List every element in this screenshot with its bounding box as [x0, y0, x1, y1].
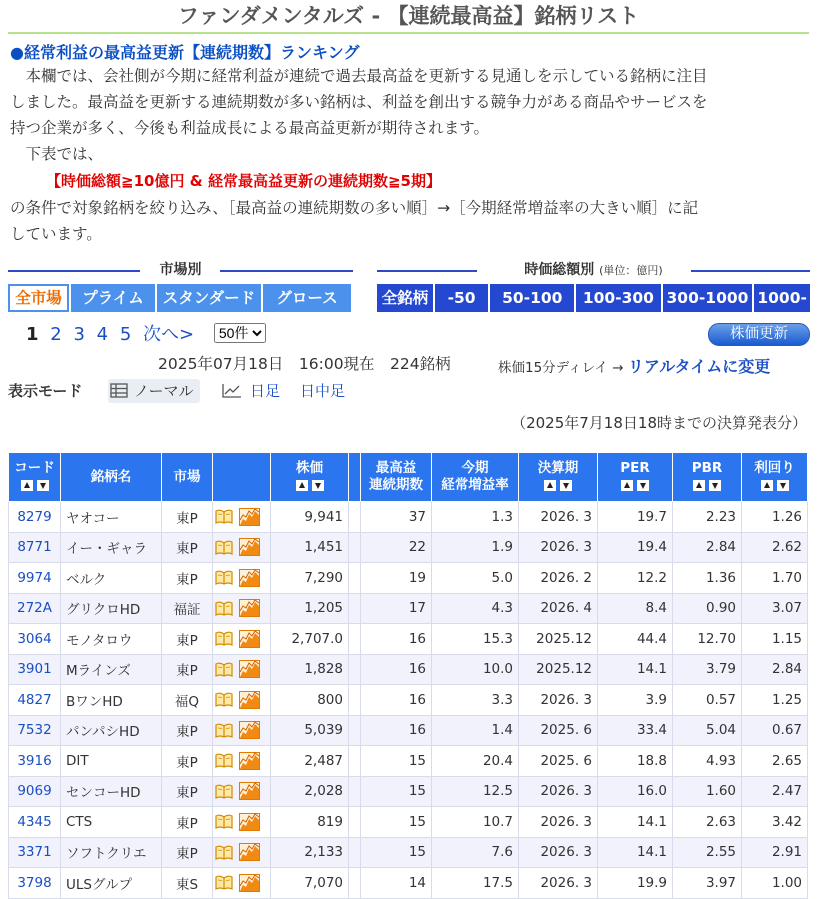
stock-table — [8, 452, 808, 899]
mode-normal-button[interactable] — [108, 379, 200, 403]
description-2 — [10, 195, 817, 247]
stock-code-link[interactable]: 3064 — [9, 624, 61, 655]
table-row — [9, 502, 808, 533]
stock-streak: 22 — [361, 532, 432, 563]
stock-price: 5,039 — [271, 715, 349, 746]
stock-name: モノタロウ — [61, 624, 162, 655]
spacer-cell — [349, 685, 361, 716]
stock-per: 12.2 — [598, 563, 673, 594]
spacer-cell — [349, 563, 361, 594]
book-icon[interactable] — [215, 784, 233, 799]
stock-streak: 37 — [361, 502, 432, 533]
book-icon[interactable] — [215, 570, 233, 585]
stock-code-link[interactable]: 3371 — [9, 837, 61, 868]
stock-code-link[interactable]: 7532 — [9, 715, 61, 746]
stock-pbr: 1.36 — [673, 563, 742, 594]
stock-market: 東P — [162, 807, 213, 838]
stock-market: 東P — [162, 776, 213, 807]
stock-streak: 15 — [361, 776, 432, 807]
stock-code-link[interactable]: 272A — [9, 593, 61, 624]
stock-market: 東P — [162, 654, 213, 685]
chart-icon[interactable] — [239, 843, 260, 861]
stock-market: 東S — [162, 868, 213, 899]
stock-streak: 19 — [361, 563, 432, 594]
col-price[interactable] — [271, 453, 349, 502]
book-icon[interactable] — [215, 509, 233, 524]
stock-market: 東P — [162, 502, 213, 533]
chart-icon[interactable] — [239, 630, 260, 648]
book-icon[interactable] — [215, 814, 233, 829]
stock-streak: 16 — [361, 715, 432, 746]
delay-text: 株価15分ディレイ → — [498, 360, 624, 376]
stock-icons — [213, 807, 271, 838]
stock-icons — [213, 746, 271, 777]
stock-name: パンパシHD — [61, 715, 162, 746]
mode-daily-link[interactable] — [222, 380, 280, 401]
stock-name: BワンHD — [61, 685, 162, 716]
stock-icons — [213, 837, 271, 868]
cap-btn-all[interactable]: 全銘柄 — [377, 284, 433, 312]
stock-name: グリクロHD — [61, 593, 162, 624]
page-current: 1 — [26, 324, 39, 345]
stock-pbr: 0.57 — [673, 685, 742, 716]
market-filter-label: 市場別 — [152, 262, 210, 278]
spacer-cell — [349, 593, 361, 624]
stock-name: センコーHD — [61, 776, 162, 807]
cap-btn-under-50[interactable]: -50 — [435, 284, 489, 312]
stock-price: 1,451 — [271, 532, 349, 563]
display-mode-row — [0, 380, 829, 406]
chart-icon[interactable] — [239, 813, 260, 831]
spacer-cell — [349, 624, 361, 655]
stock-code-link[interactable]: 3916 — [9, 746, 61, 777]
stock-price: 2,487 — [271, 746, 349, 777]
display-mode-label: 表示モード — [8, 382, 83, 400]
stock-price: 7,290 — [271, 563, 349, 594]
book-icon[interactable] — [215, 845, 233, 860]
stock-icons — [213, 685, 271, 716]
arrow-up-icon[interactable] — [296, 480, 308, 491]
pagination — [26, 320, 266, 346]
stock-icons — [213, 593, 271, 624]
stock-pbr: 2.63 — [673, 807, 742, 838]
stock-growth: 20.4 — [432, 746, 519, 777]
cap-btn-50-100[interactable]: 50-100 — [490, 284, 574, 312]
chart-icon[interactable] — [239, 691, 260, 709]
stock-icons — [213, 502, 271, 533]
page-link-2[interactable]: 2 — [50, 324, 62, 345]
book-icon[interactable] — [215, 662, 233, 677]
stock-fiscal: 2026. 3 — [519, 837, 598, 868]
spacer-cell — [349, 532, 361, 563]
book-icon[interactable] — [215, 692, 233, 707]
disclosure-note: （2025年7月18日18時までの決算発表分） — [511, 414, 807, 432]
desc-line: しました。最高益を更新する連続期数が多い銘柄は、利益を創出する競争力がある商品やサービスを — [10, 93, 708, 111]
cap-filter-text: 時価総額別 — [524, 262, 595, 278]
stock-yield: 2.84 — [742, 654, 808, 685]
price-update-button[interactable]: 株価更新 — [708, 323, 810, 346]
stock-price: 800 — [271, 685, 349, 716]
stock-icons — [213, 563, 271, 594]
stock-name: ベルク — [61, 563, 162, 594]
stock-pbr: 5.04 — [673, 715, 742, 746]
chart-icon[interactable] — [239, 874, 260, 892]
line-chart-icon — [222, 383, 242, 398]
stock-streak: 17 — [361, 593, 432, 624]
spacer-cell — [349, 837, 361, 868]
stock-streak: 15 — [361, 837, 432, 868]
col-growth — [432, 453, 519, 502]
description — [10, 63, 817, 167]
col-streak-label-2: 連続期数 — [369, 477, 423, 493]
stock-yield: 2.62 — [742, 532, 808, 563]
cap-filter — [377, 259, 810, 312]
stock-icons — [213, 532, 271, 563]
table-row — [9, 685, 808, 716]
stock-market: 東P — [162, 563, 213, 594]
stock-fiscal: 2026. 2 — [519, 563, 598, 594]
col-growth-label-2: 経常増益率 — [441, 477, 509, 493]
mode-intraday-link[interactable]: 日中足 — [300, 382, 346, 400]
chart-icon[interactable] — [239, 721, 260, 739]
stock-fiscal: 2026. 3 — [519, 685, 598, 716]
stock-growth: 10.0 — [432, 654, 519, 685]
page-title: ファンダメンタルズ - 【連続最高益】銘柄リスト — [8, 0, 809, 34]
book-icon[interactable] — [215, 723, 233, 738]
stock-market: 東P — [162, 532, 213, 563]
chart-icon[interactable] — [239, 569, 260, 587]
stock-name: ULSグルプ — [61, 868, 162, 899]
stock-streak: 16 — [361, 624, 432, 655]
page-link-4[interactable]: 4 — [96, 324, 109, 345]
stock-growth: 15.3 — [432, 624, 519, 655]
col-pbr[interactable] — [673, 453, 742, 502]
stock-per: 14.1 — [598, 654, 673, 685]
table-row — [9, 746, 808, 777]
stock-icons — [213, 654, 271, 685]
book-icon[interactable] — [215, 540, 233, 555]
chart-icon[interactable] — [239, 660, 260, 678]
chart-icon[interactable] — [239, 782, 260, 800]
table-row — [9, 593, 808, 624]
stock-growth: 10.7 — [432, 807, 519, 838]
stock-market: 東P — [162, 715, 213, 746]
stock-per: 44.4 — [598, 624, 673, 655]
section-heading: ●経常利益の最高益更新【連続期数】ランキング — [10, 43, 360, 62]
stock-name: DIT — [61, 746, 162, 777]
stock-per: 18.8 — [598, 746, 673, 777]
stock-yield: 3.42 — [742, 807, 808, 838]
chart-icon[interactable] — [239, 508, 260, 526]
stock-name: ソフトクリエ — [61, 837, 162, 868]
market-btn-all[interactable]: 全市場 — [8, 284, 69, 312]
table-row — [9, 807, 808, 838]
chart-icon[interactable] — [239, 538, 260, 556]
stock-fiscal: 2025. 6 — [519, 715, 598, 746]
stock-pbr: 0.90 — [673, 593, 742, 624]
stock-pbr: 3.79 — [673, 654, 742, 685]
stock-icons — [213, 624, 271, 655]
arrow-down-icon[interactable] — [709, 480, 721, 491]
page-next-link[interactable]: 次へ> — [143, 324, 195, 345]
stock-pbr: 4.93 — [673, 746, 742, 777]
stock-code-link[interactable]: 4345 — [9, 807, 61, 838]
stock-growth: 3.3 — [432, 685, 519, 716]
stock-pbr: 2.23 — [673, 502, 742, 533]
arrow-down-icon[interactable] — [637, 480, 649, 491]
table-icon — [110, 383, 128, 398]
delay-info — [498, 354, 770, 377]
col-icons — [213, 453, 271, 502]
market-btn-prime[interactable]: プライム — [71, 284, 155, 312]
market-btn-standard[interactable]: スタンダード — [157, 284, 261, 312]
stock-pbr: 3.97 — [673, 868, 742, 899]
desc-line: 本欄では、会社側が今期に経常利益が連続で過去最高益を更新する見通しを示している銘柄に注目 — [10, 67, 708, 85]
status-datetime: 2025年07月18日 16:00現在 224銘柄 — [158, 355, 451, 373]
stock-fiscal: 2025.12 — [519, 624, 598, 655]
stock-yield: 2.65 — [742, 746, 808, 777]
col-code[interactable] — [9, 453, 61, 502]
stock-streak: 16 — [361, 654, 432, 685]
stock-growth: 1.9 — [432, 532, 519, 563]
mode-normal-label: ノーマル — [134, 382, 194, 400]
stock-code-link[interactable]: 8279 — [9, 502, 61, 533]
stock-code-link[interactable]: 3798 — [9, 868, 61, 899]
stock-price: 9,941 — [271, 502, 349, 533]
spacer-cell — [349, 715, 361, 746]
market-filter — [8, 259, 353, 312]
desc-line: の条件で対象銘柄を絞り込み、［最高益の連続期数の多い順］→［今期経常増益率の大きい順］に記 — [10, 199, 699, 217]
arrow-down-icon[interactable] — [37, 480, 49, 491]
stock-growth: 12.5 — [432, 776, 519, 807]
stock-fiscal: 2026. 3 — [519, 776, 598, 807]
stock-growth: 1.4 — [432, 715, 519, 746]
stock-market: 福証 — [162, 593, 213, 624]
stock-growth: 5.0 — [432, 563, 519, 594]
stock-table-body — [9, 502, 808, 899]
stock-code-link[interactable]: 9974 — [9, 563, 61, 594]
arrow-down-icon[interactable] — [312, 480, 324, 491]
table-row — [9, 563, 808, 594]
stock-pbr: 12.70 — [673, 624, 742, 655]
stock-per: 16.0 — [598, 776, 673, 807]
stock-price: 2,707.0 — [271, 624, 349, 655]
col-fiscal-label: 決算期 — [537, 460, 579, 476]
page-link-3[interactable]: 3 — [73, 324, 85, 345]
stock-price: 2,028 — [271, 776, 349, 807]
stock-yield: 2.47 — [742, 776, 808, 807]
stock-code-link[interactable]: 8771 — [9, 532, 61, 563]
stock-growth: 1.3 — [432, 502, 519, 533]
table-row — [9, 715, 808, 746]
stock-name: イー・ギャラ — [61, 532, 162, 563]
cap-unit: (単位：億円) — [599, 264, 663, 277]
stock-yield: 1.15 — [742, 624, 808, 655]
stock-pbr: 2.84 — [673, 532, 742, 563]
mode-daily-label: 日足 — [250, 382, 281, 400]
spacer-cell — [349, 746, 361, 777]
stock-code-link[interactable]: 4827 — [9, 685, 61, 716]
stock-name: Mラインズ — [61, 654, 162, 685]
stock-fiscal: 2026. 3 — [519, 807, 598, 838]
stock-per: 14.1 — [598, 807, 673, 838]
stock-yield: 1.70 — [742, 563, 808, 594]
desc-line: 持つ企業が多く、今後も利益成長による最高益更新が期待されます。 — [10, 119, 489, 137]
stock-yield: 1.25 — [742, 685, 808, 716]
chart-icon[interactable] — [239, 599, 260, 617]
col-fiscal[interactable] — [519, 453, 598, 502]
stock-icons — [213, 868, 271, 899]
col-streak — [361, 453, 432, 502]
arrow-up-icon[interactable] — [693, 480, 705, 491]
stock-per: 3.9 — [598, 685, 673, 716]
stock-streak: 16 — [361, 685, 432, 716]
stock-market: 東P — [162, 837, 213, 868]
spacer-cell — [349, 868, 361, 899]
arrow-up-icon[interactable] — [761, 480, 773, 491]
stock-price: 7,070 — [271, 868, 349, 899]
arrow-down-icon[interactable] — [777, 480, 789, 491]
col-price-label: 株価 — [296, 460, 323, 476]
book-icon[interactable] — [215, 753, 233, 768]
stock-streak: 15 — [361, 807, 432, 838]
col-per-label: PER — [620, 460, 650, 476]
stock-market: 東P — [162, 624, 213, 655]
col-yield[interactable] — [742, 453, 808, 502]
stock-fiscal: 2025.12 — [519, 654, 598, 685]
pager-row — [0, 320, 829, 352]
stock-fiscal: 2026. 3 — [519, 502, 598, 533]
table-row — [9, 624, 808, 655]
arrow-down-icon[interactable] — [560, 480, 572, 491]
spacer-cell — [349, 807, 361, 838]
table-row — [9, 776, 808, 807]
stock-fiscal: 2026. 3 — [519, 868, 598, 899]
col-per[interactable] — [598, 453, 673, 502]
stock-growth: 4.3 — [432, 593, 519, 624]
stock-streak: 14 — [361, 868, 432, 899]
stock-name: CTS — [61, 807, 162, 838]
col-yield-label: 利回り — [754, 460, 795, 476]
stock-per: 19.9 — [598, 868, 673, 899]
arrow-up-icon[interactable] — [544, 480, 556, 491]
col-streak-label-1: 最高益 — [375, 460, 417, 476]
spacer-cell — [349, 654, 361, 685]
filters — [8, 259, 829, 312]
book-icon[interactable] — [215, 631, 233, 646]
stock-icons — [213, 776, 271, 807]
col-growth-label-1: 今期 — [461, 460, 489, 476]
cap-btn-over-1000[interactable]: 1000- — [754, 284, 810, 312]
arrow-up-icon[interactable] — [21, 480, 33, 491]
spacer-cell — [349, 502, 361, 533]
stock-price: 1,205 — [271, 593, 349, 624]
cap-filter-title — [377, 259, 810, 281]
stock-price: 819 — [271, 807, 349, 838]
col-market: 市場 — [162, 453, 213, 502]
stock-growth: 7.6 — [432, 837, 519, 868]
condition-highlight: 【時価総額≧10億円 & 経常最高益更新の連続期数≧5期】 — [46, 172, 441, 190]
stock-code-link[interactable]: 3901 — [9, 654, 61, 685]
cap-btn-300-1000[interactable]: 300-1000 — [663, 284, 753, 312]
chart-icon[interactable] — [239, 752, 260, 770]
cap-filter-label — [516, 262, 670, 278]
stock-growth: 17.5 — [432, 868, 519, 899]
market-btn-growth[interactable]: グロース — [263, 284, 351, 312]
page-link-5[interactable]: 5 — [119, 324, 132, 345]
stock-icons — [213, 715, 271, 746]
table-row — [9, 868, 808, 899]
stock-streak: 15 — [361, 746, 432, 777]
book-icon[interactable] — [215, 875, 233, 890]
stock-price: 1,828 — [271, 654, 349, 685]
book-icon[interactable] — [215, 601, 233, 616]
stock-per: 8.4 — [598, 593, 673, 624]
col-spacer — [349, 453, 361, 502]
per-page-select[interactable] — [214, 323, 266, 343]
table-row — [9, 532, 808, 563]
arrow-up-icon[interactable] — [621, 480, 633, 491]
stock-per: 14.1 — [598, 837, 673, 868]
realtime-link[interactable]: リアルタイムに変更 — [627, 357, 771, 376]
stock-per: 33.4 — [598, 715, 673, 746]
desc-line: しています。 — [10, 225, 102, 243]
stock-yield: 0.67 — [742, 715, 808, 746]
stock-fiscal: 2026. 3 — [519, 532, 598, 563]
stock-per: 19.7 — [598, 502, 673, 533]
cap-btn-100-300[interactable]: 100-300 — [576, 284, 661, 312]
col-pbr-label: PBR — [691, 460, 723, 476]
stock-market: 東P — [162, 746, 213, 777]
col-code-label: コード — [14, 460, 55, 476]
table-row — [9, 837, 808, 868]
stock-fiscal: 2026. 4 — [519, 593, 598, 624]
stock-code-link[interactable]: 9069 — [9, 776, 61, 807]
stock-yield: 3.07 — [742, 593, 808, 624]
stock-per: 19.4 — [598, 532, 673, 563]
stock-pbr: 2.55 — [673, 837, 742, 868]
desc-line: 下表では、 — [10, 145, 104, 163]
stock-price: 2,133 — [271, 837, 349, 868]
table-row — [9, 654, 808, 685]
market-filter-title — [8, 259, 353, 281]
stock-pbr: 1.60 — [673, 776, 742, 807]
col-name: 銘柄名 — [61, 453, 162, 502]
stock-market: 福Q — [162, 685, 213, 716]
stock-yield: 1.00 — [742, 868, 808, 899]
stock-yield: 1.26 — [742, 502, 808, 533]
stock-yield: 2.91 — [742, 837, 808, 868]
status-row — [0, 352, 829, 378]
spacer-cell — [349, 776, 361, 807]
table-header-row — [9, 453, 808, 502]
stock-fiscal: 2025. 6 — [519, 746, 598, 777]
stock-name: ヤオコー — [61, 502, 162, 533]
